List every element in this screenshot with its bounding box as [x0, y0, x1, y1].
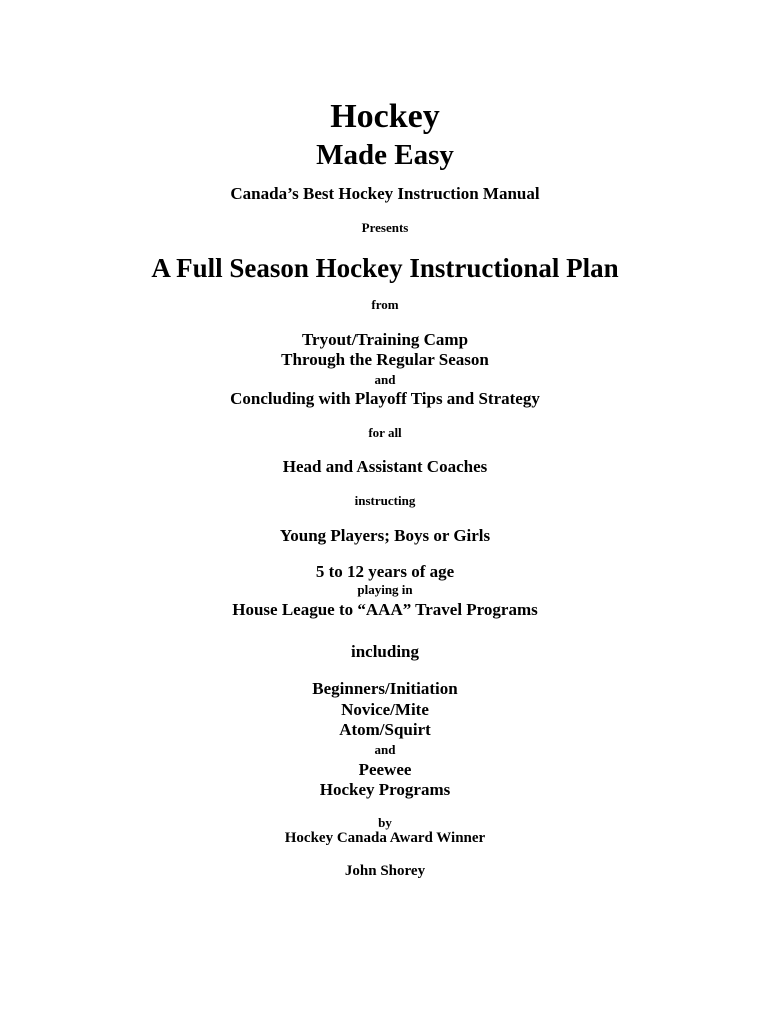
level-programs: Hockey Programs [319, 780, 451, 799]
instructing-text: instructing [354, 493, 416, 508]
subtitle: Canada’s Best Hockey Instruction Manual [230, 184, 540, 203]
for-all-text: for all [368, 425, 402, 440]
plan-title: A Full Season Hockey Instructional Plan [151, 253, 619, 283]
phase-regular: Through the Regular Season [281, 350, 489, 369]
from-text: from [371, 297, 399, 312]
level-and: and [374, 742, 396, 757]
phase-playoff: Concluding with Playoff Tips and Strategy [230, 389, 540, 408]
level-novice: Novice/Mite [341, 700, 429, 719]
title-line-2: Made Easy [316, 139, 454, 171]
audience: Head and Assistant Coaches [282, 457, 488, 476]
level-atom: Atom/Squirt [339, 720, 431, 739]
presents-text: Presents [361, 220, 409, 235]
phase-and: and [374, 372, 396, 387]
level-peewee: Peewee [358, 760, 412, 779]
level-beginners: Beginners/Initiation [312, 679, 458, 698]
playing-in-text: playing in [357, 582, 413, 597]
award-text: Hockey Canada Award Winner [284, 830, 486, 846]
by-text: by [378, 815, 392, 830]
programs-range: House League to “AAA” Travel Programs [232, 600, 538, 619]
phase-tryout: Tryout/Training Camp [301, 330, 469, 349]
author-name: John Shorey [344, 863, 426, 879]
title-line-1: Hockey [330, 98, 440, 135]
ages: 5 to 12 years of age [315, 562, 455, 581]
players: Young Players; Boys or Girls [279, 526, 491, 545]
including-text: including [350, 642, 420, 661]
